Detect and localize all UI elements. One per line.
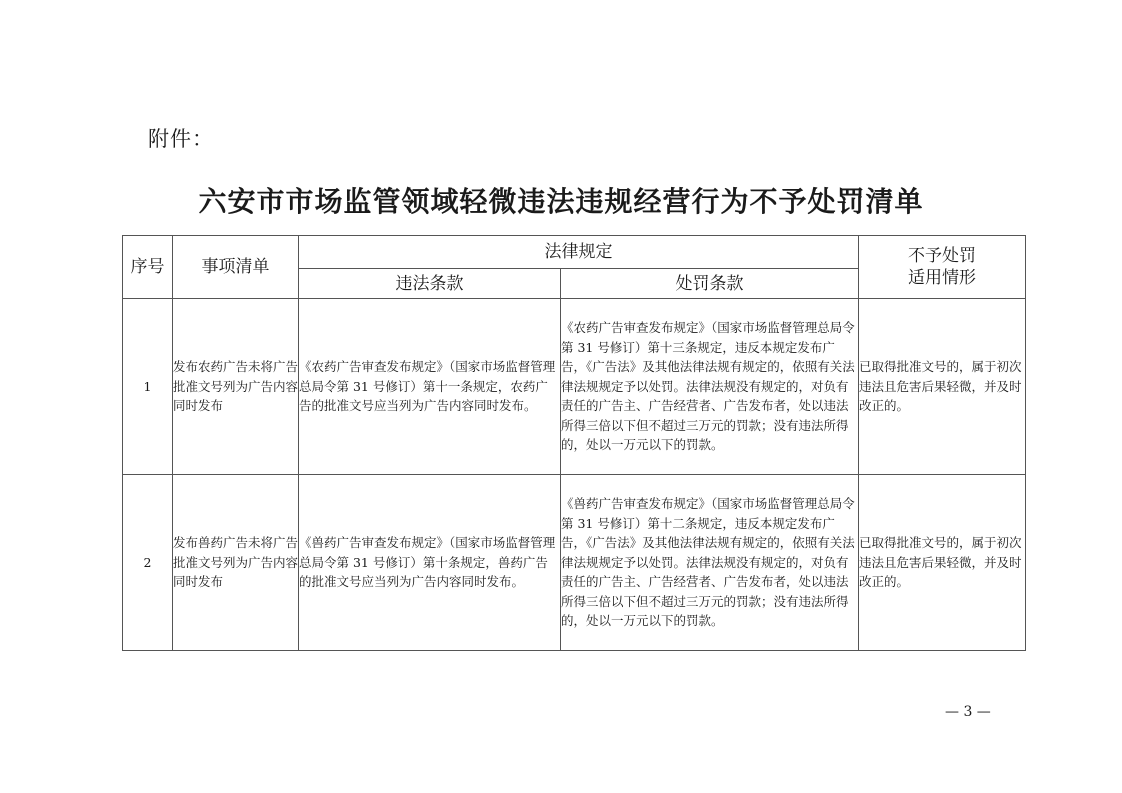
header-legal: 法律规定 — [299, 236, 859, 269]
row-violation: 《兽药广告审查发布规定》（国家市场监督管理总局令第 31 号修订）第十条规定，兽药广告的批准文号应当列为广告内容同时发布。 — [299, 475, 561, 651]
row-penalty: 《兽药广告审查发布规定》（国家市场监督管理总局令第 31 号修订）第十二条规定，违反本规定发布广告，《广告法》及其他法律法规有规定的，依照有关法律法规规定予以处罚。法律法规没有规定的，对负有责任的广告主、广告经营者、广告发布者，处以违法所得三倍以下但不超过三万元的罚款；没有违法所得的，处以一万元以下的罚款。 — [561, 475, 859, 651]
row-number: 1 — [123, 299, 173, 475]
page-number: — 3 — — [945, 704, 991, 720]
row-exempt: 已取得批准文号的，属于初次违法且危害后果轻微，并及时改正的。 — [859, 299, 1026, 475]
header-row — [123, 236, 1026, 269]
header-violation: 违法条款 — [299, 269, 561, 299]
row-penalty: 《农药广告审查发布规定》（国家市场监督管理总局令第 31 号修订）第十三条规定，违反本规定发布广告，《广告法》及其他法律法规有规定的，依照有关法律法规规定予以处罚。法律法规没有规定的，对负有责任的广告主、广告经营者、广告发布者，处以违法所得三倍以下但不超过三万元的罚款；没有违法所得的，处以一万元以下的罚款。 — [561, 299, 859, 475]
row-item: 发布兽药广告未将广告批准文号列为广告内容同时发布 — [173, 475, 299, 651]
header-exempt: 不予处罚 适用情形 — [859, 236, 1026, 299]
row-item: 发布农药广告未将广告批准文号列为广告内容同时发布 — [173, 299, 299, 475]
row-violation: 《农药广告审查发布规定》（国家市场监督管理总局令第 31 号修订）第十一条规定，农药广告的批准文号应当列为广告内容同时发布。 — [299, 299, 561, 475]
table-row — [123, 475, 1026, 651]
row-number: 2 — [123, 475, 173, 651]
attachment-label: 附件： — [148, 127, 214, 151]
header-item: 事项清单 — [173, 236, 299, 299]
header-no: 序号 — [123, 236, 173, 299]
row-exempt: 已取得批准文号的，属于初次违法且危害后果轻微，并及时改正的。 — [859, 475, 1026, 651]
table-row — [123, 299, 1026, 475]
header-penalty: 处罚条款 — [561, 269, 859, 299]
document-title: 六安市市场监管领域轻微违法违规经营行为不予处罚清单 — [198, 185, 924, 218]
penalty-exemption-table — [122, 235, 1026, 651]
